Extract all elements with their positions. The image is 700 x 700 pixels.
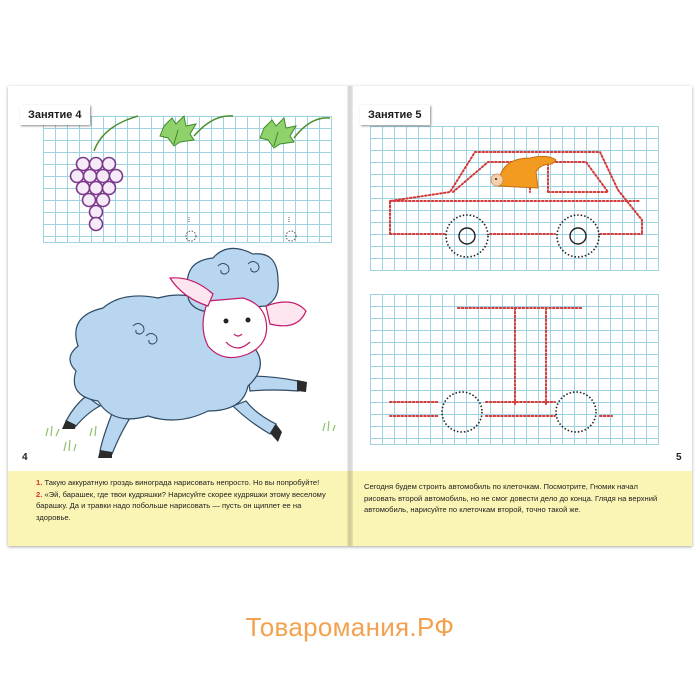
- left-page: [8, 86, 350, 546]
- wheel-icon: [442, 392, 482, 432]
- leaf-icon: [260, 118, 330, 148]
- lesson-4-label: Занятие 4: [20, 105, 90, 125]
- watermark-text: Товаромания.РФ: [245, 612, 455, 642]
- instructions-right: [364, 481, 664, 516]
- instructions-left: [36, 477, 336, 523]
- dotted-car-incomplete: [350, 86, 692, 446]
- spine-gutter: [347, 86, 353, 546]
- lesson-5-label: Занятие 5: [360, 105, 430, 125]
- sheep-illustration: [8, 236, 350, 466]
- instruction-band-right: [350, 471, 692, 546]
- instruction-band-left: [8, 471, 350, 546]
- page-number-left: 4: [22, 452, 28, 463]
- instruction-text: Сегодня будем строить автомобиль по клеточкам. Посмотрите, Гномик начал рисовать второй автомобиль, но не смог довести дело до конца. Глядя на верхний автомобиль, нарисуйте по клеточкам второй, точно такой же.: [364, 482, 658, 514]
- instruction-2: 2. «Эй, барашек, где твои кудряшки? Нарисуйте скорее кудряшки этому веселому барашку. Да и травки надо побольше нарисовать — пусть он щиплет ее на здоровье.: [36, 489, 326, 522]
- leaf-icon: [160, 116, 233, 146]
- page-number-right: 5: [676, 452, 682, 463]
- wheel-icon: [556, 392, 596, 432]
- grape-drawing: [8, 86, 350, 256]
- right-page: [350, 86, 692, 546]
- workbook-spread: [8, 86, 692, 546]
- instruction-1: 1. Такую аккуратную гроздь винограда нарисовать непросто. Но вы попробуйте!: [36, 478, 320, 487]
